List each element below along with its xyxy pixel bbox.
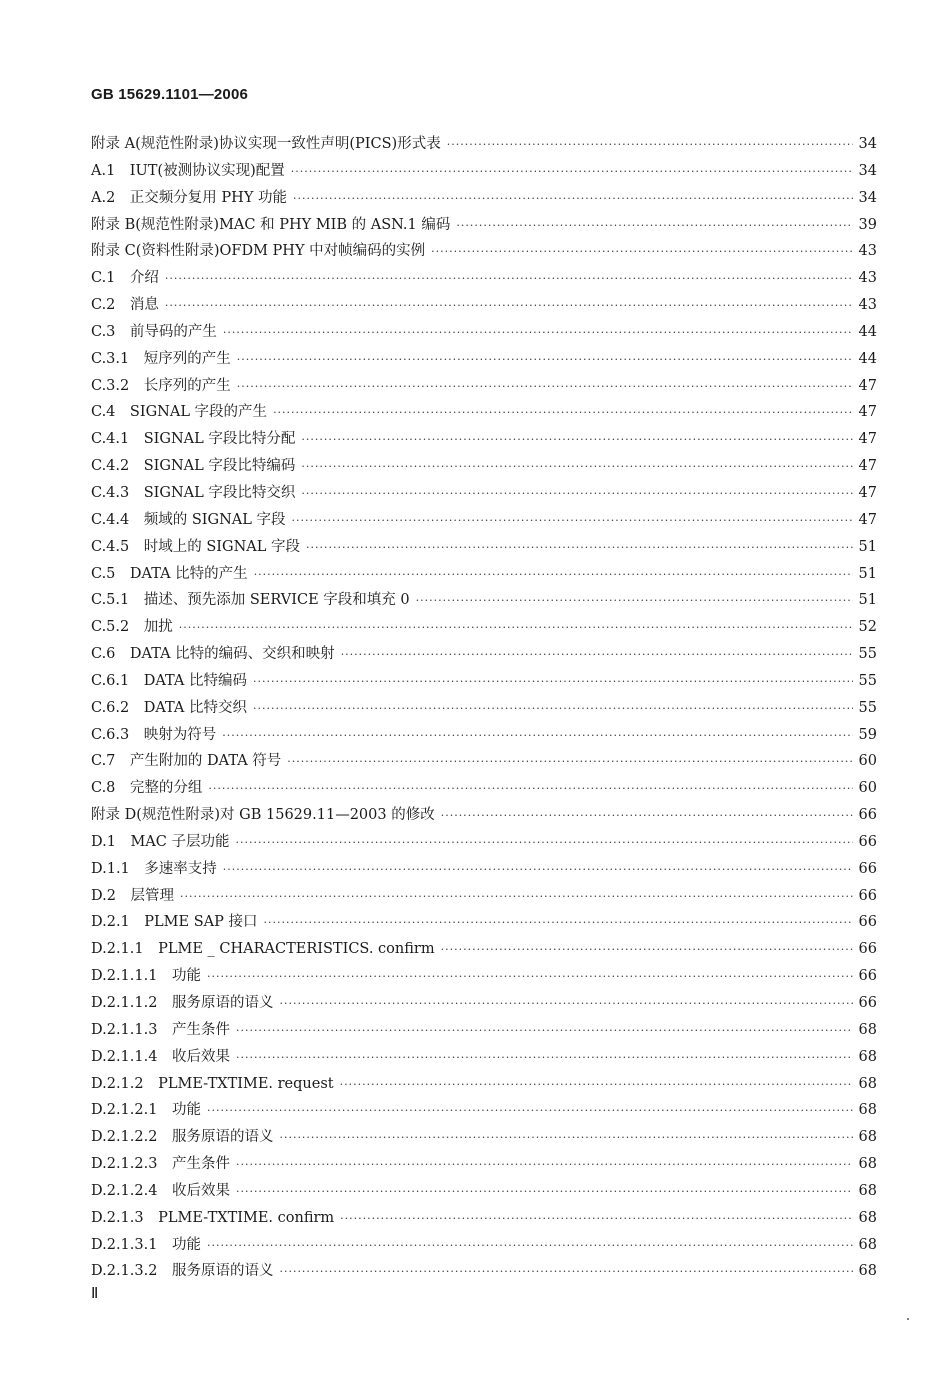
toc-entry-label: C.6.2 DATA 比特交织	[91, 699, 248, 716]
toc-entry[interactable]	[91, 212, 877, 239]
toc-entry-page-number: 66	[858, 941, 877, 958]
toc-entry-label: C.5.2 加扰	[91, 619, 173, 636]
toc-entry-label: D.2.1.1.2 服务原语的语义	[91, 995, 274, 1011]
toc-entry-label: D.1.1 多速率支持	[91, 860, 217, 877]
toc-entry[interactable]	[91, 614, 877, 641]
toc-entry-page-number: 66	[858, 887, 877, 904]
toc-entry[interactable]	[91, 185, 877, 212]
toc-entry[interactable]	[91, 1071, 877, 1098]
toc-entry[interactable]	[91, 1205, 877, 1232]
toc-entry-page-number: 43	[858, 297, 877, 314]
dot-leader	[236, 1179, 853, 1206]
toc-entry-page-number: 60	[858, 780, 877, 797]
toc-entry-label: C.4.5 时域上的 SIGNAL 字段	[91, 538, 300, 555]
toc-entry[interactable]	[91, 587, 877, 614]
toc-entry-page-number: 66	[858, 807, 877, 824]
dot-leader	[293, 186, 853, 213]
toc-entry-page-number: 68	[858, 1263, 877, 1280]
dot-leader	[341, 642, 853, 669]
toc-entry-page-number: 66	[858, 833, 877, 850]
dot-leader	[237, 374, 853, 401]
toc-entry-page-number: 44	[858, 323, 877, 340]
toc-entry[interactable]	[91, 1178, 877, 1205]
dot-leader	[340, 1206, 852, 1233]
toc-entry-label: C.4.4 频域的 SIGNAL 字段	[91, 511, 286, 528]
toc-entry[interactable]	[91, 346, 877, 373]
toc-entry-label: D.2.1.2 PLME-TXTIME. request	[91, 1075, 334, 1092]
dot-leader	[441, 803, 853, 830]
toc-entry[interactable]	[91, 1017, 877, 1044]
dot-leader	[207, 1233, 853, 1260]
dot-leader	[253, 696, 853, 723]
toc-entry-label: C.2 消息	[91, 297, 159, 314]
dot-leader	[301, 427, 852, 454]
toc-entry-label: A.2 正交频分复用 PHY 功能	[91, 189, 287, 206]
toc-entry-label: D.2.1 PLME SAP 接口	[91, 914, 258, 931]
toc-entry-label: C.4 SIGNAL 字段的产生	[91, 404, 268, 421]
toc-entry-page-number: 66	[858, 860, 877, 877]
toc-entry-page-number: 68	[858, 1156, 877, 1173]
dot-leader	[301, 481, 852, 508]
toc-entry[interactable]	[91, 722, 877, 749]
dot-leader	[263, 910, 852, 937]
dot-leader	[237, 347, 853, 374]
toc-entry-label: 附录 D(规范性附录)对 GB 15629.11—2003 的修改	[91, 807, 435, 824]
dot-leader	[180, 884, 853, 911]
dot-leader	[301, 454, 852, 481]
dot-leader	[431, 239, 852, 266]
toc-entry[interactable]	[91, 1044, 877, 1071]
toc-entry-label: C.3 前导码的产生	[91, 323, 217, 340]
dot-leader	[236, 1045, 853, 1072]
toc-entry[interactable]	[91, 883, 877, 910]
toc-entry-page-number: 68	[858, 1236, 877, 1253]
dot-leader	[253, 669, 853, 696]
toc-entry[interactable]	[91, 1124, 877, 1151]
toc-entry[interactable]	[91, 695, 877, 722]
toc-entry[interactable]	[91, 534, 877, 561]
toc-entry-label: C.4.2 SIGNAL 字段比特编码	[91, 458, 296, 475]
document-header: GB 15629.1101—2006	[91, 86, 249, 103]
dot-leader	[292, 508, 853, 535]
toc-entry[interactable]	[91, 373, 877, 400]
toc-entry[interactable]	[91, 265, 877, 292]
toc-entry-page-number: 68	[858, 1048, 877, 1065]
toc-entry[interactable]	[91, 453, 877, 480]
toc-entry-label: C.3.1 短序列的产生	[91, 350, 231, 367]
toc-entry-page-number: 47	[858, 458, 877, 475]
toc-entry-label: C.4.3 SIGNAL 字段比特交织	[91, 484, 296, 501]
dot-leader	[165, 266, 853, 293]
dot-leader	[179, 615, 853, 642]
toc-entry-label: D.2.1.2.3 产生条件	[91, 1156, 230, 1173]
toc-entry[interactable]	[91, 507, 877, 534]
toc-entry[interactable]	[91, 668, 877, 695]
toc-entry-label: C.6 DATA 比特的编码、交织和映射	[91, 646, 335, 663]
toc-entry-page-number: 68	[858, 1182, 877, 1199]
toc-entry[interactable]	[91, 775, 877, 802]
toc-entry-page-number: 68	[858, 1209, 877, 1226]
toc-entry-page-number: 68	[858, 1075, 877, 1092]
toc-entry-label: C.5 DATA 比特的产生	[91, 565, 248, 582]
toc-entry[interactable]	[91, 748, 877, 775]
dot-leader	[279, 991, 852, 1018]
toc-entry[interactable]	[91, 856, 877, 883]
toc-entry-label: C.6.1 DATA 比特编码	[91, 672, 248, 689]
toc-entry-page-number: 44	[858, 350, 877, 367]
dot-leader	[287, 749, 852, 776]
dot-leader	[291, 159, 853, 186]
toc-entry-label: 附录 A(规范性附录)协议实现一致性声明(PICS)形式表	[91, 136, 441, 152]
dot-leader	[279, 1125, 852, 1152]
dot-leader	[165, 293, 853, 320]
toc-entry[interactable]	[91, 802, 877, 829]
toc-entry[interactable]	[91, 909, 877, 936]
dot-leader	[223, 320, 853, 347]
toc-entry[interactable]	[91, 829, 877, 856]
toc-entry[interactable]	[91, 1151, 877, 1178]
toc-entry-label: D.2.1.2.2 服务原语的语义	[91, 1129, 274, 1146]
toc-entry-page-number: 34	[858, 189, 877, 206]
toc-entry-label: D.2.1.2.4 收后效果	[91, 1182, 230, 1199]
dot-leader	[273, 400, 852, 427]
toc-entry-page-number: 60	[858, 753, 877, 770]
toc-entry-page-number: 34	[858, 162, 877, 179]
toc-entry-page-number: 47	[858, 404, 877, 421]
toc-entry-label: D.2.1.2.1 功能	[91, 1102, 201, 1119]
toc-entry-page-number: 51	[858, 565, 877, 582]
toc-entry-page-number: 68	[858, 1102, 877, 1119]
toc-entry[interactable]	[91, 426, 877, 453]
toc-entry-label: A.1 IUT(被测协议实现)配置	[91, 162, 285, 179]
table-of-contents	[91, 131, 877, 1285]
toc-entry[interactable]	[91, 641, 877, 668]
toc-entry[interactable]	[91, 131, 877, 158]
toc-entry[interactable]	[91, 936, 877, 963]
dot-leader	[441, 937, 853, 964]
toc-entry-page-number: 52	[858, 619, 877, 636]
dot-leader	[235, 830, 852, 857]
toc-entry-label: C.6.3 映射为符号	[91, 726, 217, 743]
toc-entry-page-number: 66	[858, 914, 877, 931]
toc-entry-label: D.2.1.3.2 服务原语的语义	[91, 1263, 274, 1280]
toc-entry-page-number: 47	[858, 377, 877, 394]
dot-leader	[456, 213, 852, 240]
toc-entry-label: D.1 MAC 子层功能	[91, 833, 230, 850]
toc-entry[interactable]	[91, 319, 877, 346]
dot-leader	[236, 1152, 853, 1179]
toc-entry[interactable]	[91, 238, 877, 265]
toc-entry-label: D.2.1.1.4 收后效果	[91, 1048, 230, 1065]
toc-entry-label: 附录 B(规范性附录)MAC 和 PHY MIB 的 ASN.1 编码	[91, 216, 451, 233]
toc-entry-label: D.2.1.1.1 功能	[91, 968, 201, 985]
toc-entry-page-number: 39	[858, 216, 877, 233]
toc-entry[interactable]	[91, 1258, 877, 1285]
toc-entry-label: D.2.1.1 PLME _ CHARACTERISTICS. confirm	[91, 941, 435, 958]
toc-entry-page-number: 55	[858, 646, 877, 663]
toc-entry-page-number: 51	[858, 592, 877, 609]
toc-entry-label: C.5.1 描述、预先添加 SERVICE 字段和填充 0	[91, 592, 410, 609]
toc-entry[interactable]	[91, 480, 877, 507]
toc-entry[interactable]	[91, 990, 877, 1017]
toc-entry-label: C.1 介绍	[91, 270, 159, 287]
toc-entry-label: D.2.1.1.3 产生条件	[91, 1021, 230, 1038]
dot-leader	[447, 132, 853, 159]
toc-entry[interactable]	[91, 158, 877, 185]
toc-entry-page-number: 43	[858, 243, 877, 260]
toc-entry-label: C.7 产生附加的 DATA 符号	[91, 753, 282, 770]
dot-leader	[223, 857, 853, 884]
dot-leader	[222, 723, 852, 750]
toc-entry-page-number: 47	[858, 484, 877, 501]
toc-entry-page-number: 55	[858, 672, 877, 689]
toc-entry-page-number: 47	[858, 431, 877, 448]
toc-entry[interactable]	[91, 963, 877, 990]
toc-entry[interactable]	[91, 1232, 877, 1259]
toc-entry-page-number: 68	[858, 1129, 877, 1146]
toc-entry[interactable]	[91, 561, 877, 588]
toc-entry-page-number: 68	[858, 1021, 877, 1038]
toc-entry-page-number: 47	[858, 511, 877, 528]
toc-entry-label: D.2.1.3.1 功能	[91, 1236, 201, 1253]
toc-entry-label: D.2.1.3 PLME-TXTIME. confirm	[91, 1209, 335, 1226]
dot-leader	[306, 535, 853, 562]
dot-leader	[207, 1098, 853, 1125]
dot-leader	[254, 562, 853, 589]
toc-entry-label: 附录 C(资料性附录)OFDM PHY 中对帧编码的实例	[91, 243, 426, 260]
dot-leader	[207, 964, 853, 991]
toc-entry[interactable]	[91, 292, 877, 319]
dot-leader	[279, 1259, 852, 1286]
toc-entry-page-number: 55	[858, 699, 877, 716]
page-number: Ⅱ	[91, 1286, 99, 1302]
toc-entry-page-number: 34	[858, 136, 877, 152]
scan-speck	[907, 1318, 909, 1320]
toc-entry-label: C.3.2 长序列的产生	[91, 377, 231, 394]
dot-leader	[416, 588, 853, 615]
dot-leader	[208, 776, 852, 803]
dot-leader	[236, 1018, 853, 1045]
toc-entry-page-number: 66	[858, 995, 877, 1011]
toc-entry-page-number: 59	[858, 726, 877, 743]
dot-leader	[340, 1072, 853, 1099]
toc-entry[interactable]	[91, 1097, 877, 1124]
toc-entry-page-number: 51	[858, 538, 877, 555]
toc-entry-label: D.2 层管理	[91, 887, 174, 904]
toc-entry-label: C.4.1 SIGNAL 字段比特分配	[91, 431, 296, 448]
toc-entry[interactable]	[91, 399, 877, 426]
toc-entry-page-number: 66	[858, 968, 877, 985]
toc-entry-page-number: 43	[858, 270, 877, 287]
toc-entry-label: C.8 完整的分组	[91, 780, 203, 797]
